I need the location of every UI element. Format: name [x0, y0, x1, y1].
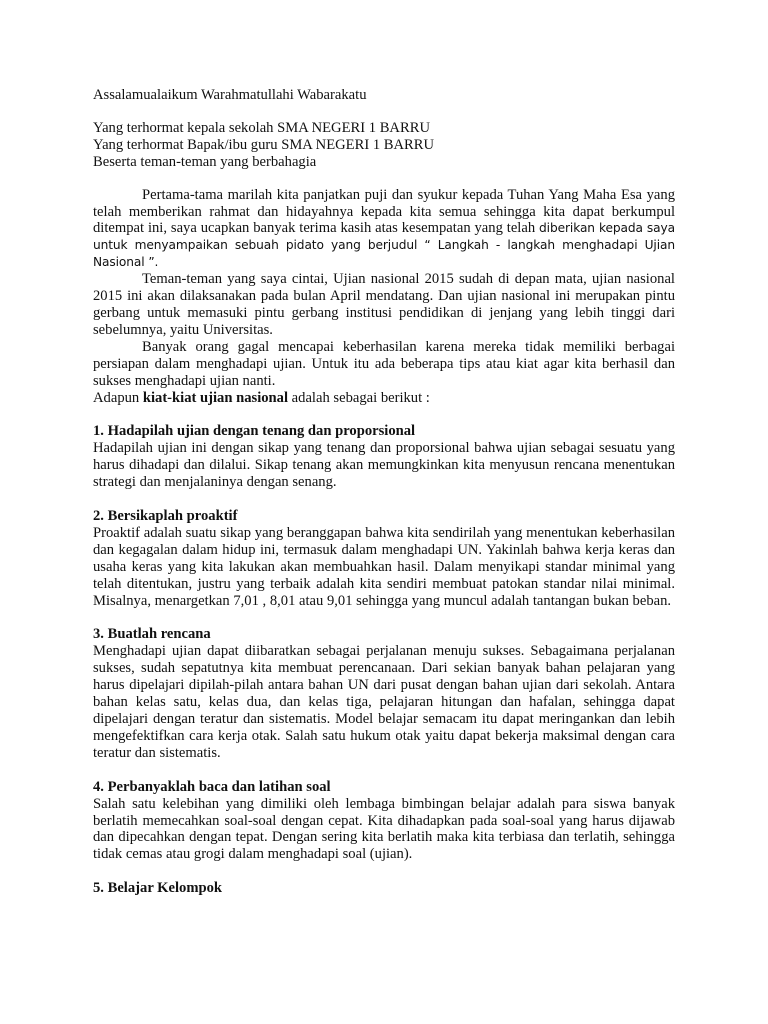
section-5-title: 5. Belajar Kelompok	[93, 880, 223, 897]
section-2-body: Proaktif adalah suatu sikap yang beranggapan bahwa kita sendirilah yang menentukan keberhasilan dan kegagalan dalam hidup ini, termasuk dalam menghadapi UN. Yakinlah bahwa kerja keras dan usaha keras yang kita lakukan akan membuahkan hasil. Dalam menyikapi standar minimal yang telah ditentukan, justru yang terbaik adalah kita sendiri membuat patokan standar nilai minimal. Misalnya, menargetkan 7,01 , 8,01 atau 9,01 sehingga yang muncul adalah tantangan bukan beban.	[93, 524, 675, 609]
section-2-title: 2. Bersikaplah proaktif	[93, 508, 238, 525]
address-line-1: Yang terhormat kepala sekolah SMA NEGERI 1 BARRU	[93, 119, 430, 136]
section-3-body: Menghadapi ujian dapat diibaratkan sebagai perjalanan menuju sukses. Sebagaimana perjalanan sukses, sudah sepatutnya kita membuat perencanaan. Dari sekian banyak bahan pelajaran yang harus dipelajari dipilah-pilah antara bahan UN dari pusat dengan bahan ujian dari sekolah. Antara bahan kelas satu, kelas dua, dan kelas tiga, pelajaran hitungan dan hafalan, sehingga dapat dipelajari dengan teratur dan sistematis. Model belajar semacam itu dapat meringankan dan lebih mengefektifkan cara kerja otak. Salah satu hukum otak yaitu dapat bekerja maksimal dengan cara teratur dan sistematis.	[93, 643, 675, 761]
intro-p4-bold: kiat-kiat ujian nasional	[142, 389, 289, 406]
section-1-body: Hadapilah ujian ini dengan sikap yang tenang dan proporsional bahwa ujian sebagai sesuatu yang harus dihadapi dan dilalui. Sikap tenang akan memungkinkan kita menyusun rencana menentukan strategi dan menjalaninya dengan senang.	[93, 440, 675, 491]
intro-paragraph-3: Banyak orang gagal mencapai keberhasilan karena mereka tidak memiliki berbagai persiapan dalam menghadapi ujian. Untuk itu ada beberapa tips atau kiat agar kita berhasil dan sukses menghadapi ujian nanti.	[93, 338, 675, 389]
document-page	[93, 87, 675, 897]
section-1-title: 1. Hadapilah ujian dengan tenang dan proporsional	[93, 423, 416, 440]
intro-paragraph-1-text: Pertama-tama marilah kita panjatkan puji dan syukur kepada Tuhan Yang Maha Esa yang telah memberikan rahmat dan hidayahnya kepada kita semua sehingga kita dapat berkumpul ditempat ini, saya ucapkan banyak terima kasih atas kesempatan yang telah	[93, 186, 675, 237]
address-line-2: Yang terhormat Bapak/ibu guru SMA NEGERI 1 BARRU	[93, 136, 435, 153]
address-line-3: Beserta teman-teman yang berbahagia	[93, 153, 317, 170]
section-4-title: 4. Perbanyaklah baca dan latihan soal	[93, 778, 331, 795]
intro-paragraph-4	[93, 390, 675, 407]
section-3-title: 3. Buatlah rencana	[93, 626, 211, 643]
intro-paragraph-1	[93, 187, 675, 272]
greeting: Assalamualaikum Warahmatullahi Wabarakatu	[93, 87, 367, 103]
section-4-body: Salah satu kelebihan yang dimiliki oleh lembaga bimbingan belajar adalah para siswa banyak berlatih memecahkan soal-soal dengan cepat. Kita dihadapkan pada soal-soal yang harus dijawab dan dipecahkan dengan tepat. Dengan sering kita berlatih maka kita terbiasa dan terlatih, sehingga tidak cemas atau grogi dalam menghadapi soal (ujian).	[93, 795, 675, 863]
intro-p4-pre: Adapun	[93, 389, 143, 406]
intro-paragraph-2: Teman-teman yang saya cintai, Ujian nasional 2015 sudah di depan mata, ujian nasional 2015 ini akan dilaksanakan pada bulan April mendatang. Dan ujian nasional ini merupakan pintu gerbang untuk memasuki pintu gerbang institusi pendidikan di jenjang yang lebih tinggi dari sebelumnya, yaitu Universitas.	[93, 271, 675, 338]
intro-paragraph-1-sans-text: diberikan kepada saya untuk menyampaikan sebuah pidato yang berjudul “ Langkah - langkah menghadapi Ujian Nasional ”.	[93, 221, 676, 270]
intro-p4-post: adalah sebagai berikut :	[288, 389, 430, 406]
